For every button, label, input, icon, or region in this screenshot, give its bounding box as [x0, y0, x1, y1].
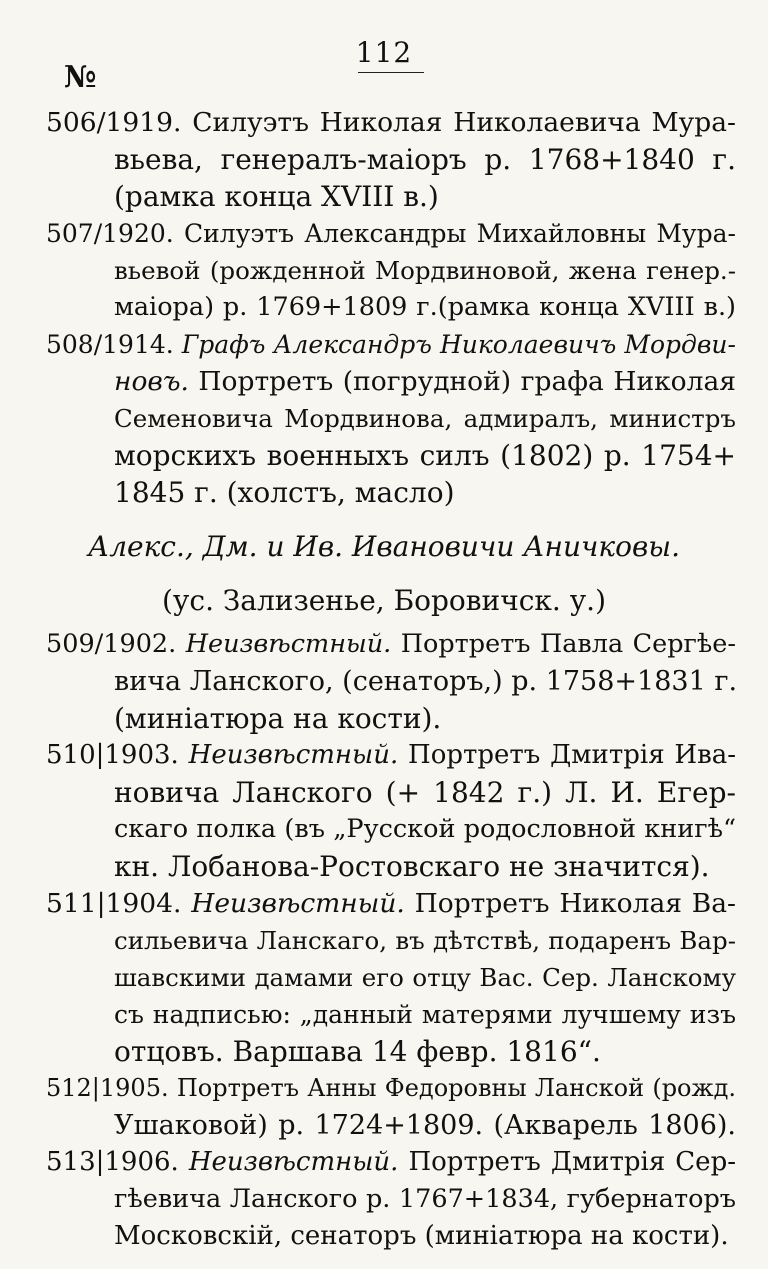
entry-508-line-1: [46, 326, 736, 363]
entry-513-line-3: Московскій, сенаторъ (миніатюра на кости).: [114, 1221, 729, 1251]
entry-513-line-1: [46, 1144, 736, 1181]
section-subheading: (ус. Зализенье, Боровичск. у.): [161, 584, 607, 617]
entry-508-line-3: Семеновича Мордвинова, адмиралъ, министръ: [114, 404, 736, 433]
entry-508-title: Портретъ (погрудной) графа Николая: [188, 366, 736, 397]
entry-512-line-2: Ушаковой) р. 1724+1809. (Акварель 1806).: [114, 1110, 736, 1141]
entry-511-line-2: сильевича Ланскаго, въ дѣтствѣ, подаренъ Вар-: [114, 926, 736, 955]
entry-510-number: 510|1903.: [46, 740, 189, 770]
entry-511-author: Неизвѣстный.: [191, 888, 405, 919]
entry-511-line-4: съ надписью: „данный матерями лучшему изъ: [114, 1000, 736, 1029]
entry-507-line-2: вьевой (рожденной Мордвиновой, жена генер.-: [114, 256, 736, 285]
entry-509-line-3: (миніатюра на кости).: [114, 702, 442, 735]
entry-508-author-cont: новъ.: [114, 366, 189, 397]
entry-508-line-2: [114, 363, 736, 400]
numero-sign: №: [64, 60, 97, 95]
entry-511-number: 511|1904.: [46, 888, 192, 919]
entry-511-line-1: [46, 885, 736, 922]
entry-508-line-4: морскихъ военныхъ силъ (1802) р. 1754+: [114, 439, 736, 472]
entry-507-line-1: 507/1920. Силуэтъ Александры Михайловны Мура-: [46, 219, 736, 248]
entry-508-author: Графъ Александръ Николаевичъ Мордви-: [181, 330, 736, 359]
entry-511-line-5: отцовъ. Варшава 14 февр. 1816“.: [114, 1035, 601, 1068]
entry-506-line-1: 506/1919. Силуэтъ Николая Николаевича Мура-: [46, 107, 736, 138]
entry-510-line-2: новича Ланского (+ 1842 г.) Л. И. Егер-: [114, 776, 736, 809]
entry-508-line-5: 1845 г. (холстъ, масло): [114, 476, 455, 509]
entry-508-number: 508/1914.: [46, 330, 182, 359]
entry-509-number: 509/1902.: [46, 629, 186, 659]
entry-510-line-4: кн. Лобанова-Ростовскаго не значится).: [114, 850, 710, 883]
page-number: 112: [355, 36, 413, 69]
entry-513-title: Портретъ Дмитрія Сер-: [398, 1147, 736, 1177]
entry-506-line-2: вьева, генералъ-маіоръ р. 1768+1840 г.: [114, 143, 736, 176]
entry-510-title: Портретъ Дмитрія Ива-: [398, 740, 737, 770]
entry-507-line-3: маіора) р. 1769+1809 г.(рамка конца XVIII в.): [114, 292, 736, 322]
entry-511-line-3: шавскими дамами его отцу Вас. Сер. Ланскому: [114, 963, 736, 992]
section-heading: Алекс., Дм. и Ив. Ивановичи Аничковы.: [87, 530, 680, 563]
entry-509-line-1: [46, 626, 736, 663]
entry-510-line-1: [46, 737, 736, 774]
entry-509-author: Неизвѣстный.: [185, 629, 392, 659]
entry-513-author: Неизвѣстный.: [188, 1147, 399, 1177]
entry-513-line-2: гѣевича Ланского р. 1767+1834, губернаторъ: [114, 1184, 736, 1214]
page-number-underline: [358, 72, 424, 73]
entry-513-number: 513|1906.: [46, 1147, 189, 1177]
entry-506-line-3: (рамка конца XVIII в.): [114, 180, 439, 213]
entry-510-line-3: скаго полка (въ „Русской родословной книгѣ“: [114, 814, 736, 844]
entry-512-line-1: 512|1905. Портретъ Анны Федоровны Ланской (рожд.: [46, 1074, 736, 1102]
entry-509-line-2: вича Ланского, (сенаторъ,) р. 1758+1831 г.: [114, 666, 738, 697]
entry-510-author: Неизвѣстный.: [188, 740, 399, 770]
entry-509-title: Портретъ Павла Сергѣе-: [391, 629, 737, 659]
entry-511-title: Портретъ Николая Ва-: [404, 888, 737, 919]
